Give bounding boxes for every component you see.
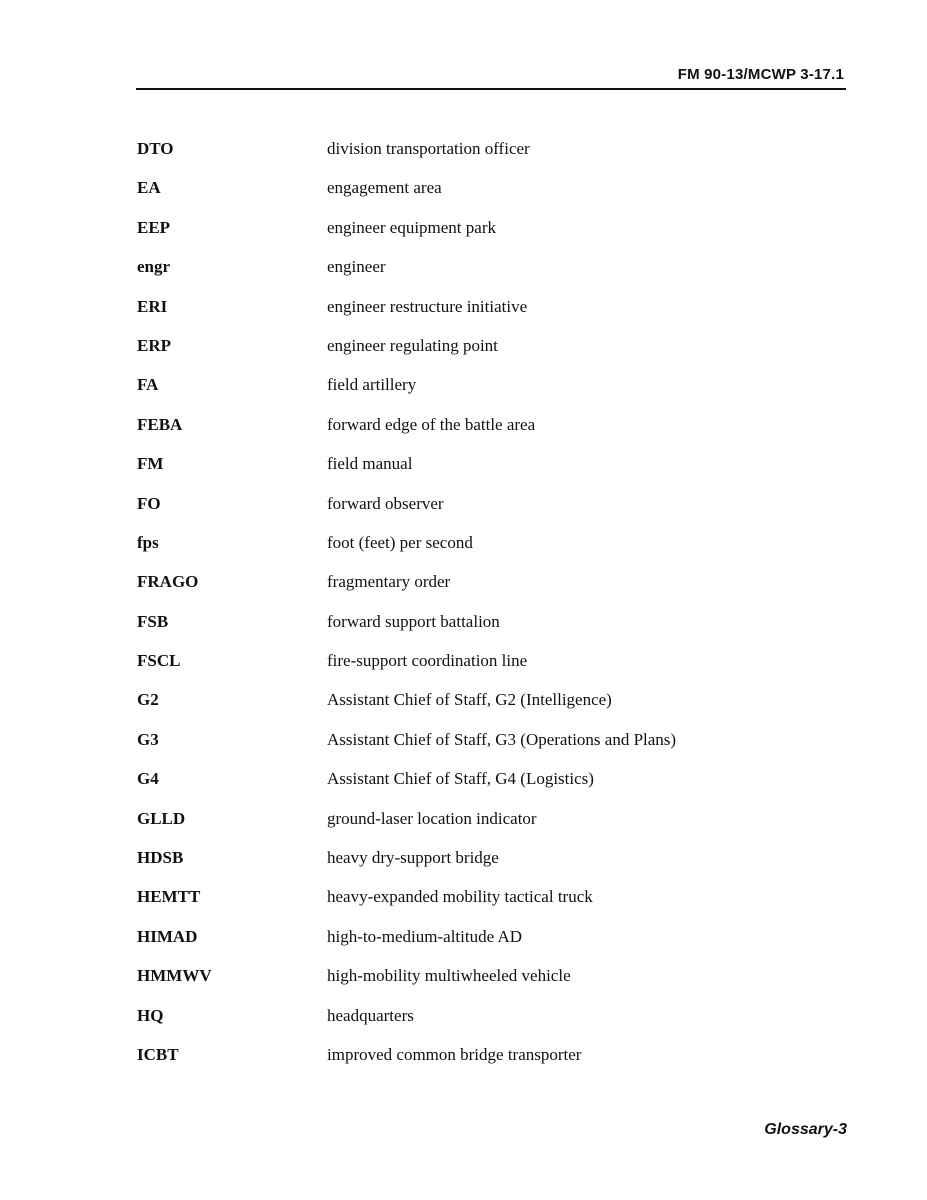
glossary-definition: field artillery <box>327 375 417 395</box>
glossary-entry <box>137 847 837 886</box>
glossary-definition: engineer equipment park <box>327 217 496 237</box>
glossary-definition: improved common bridge transporter <box>327 1044 582 1064</box>
glossary-definition: foot (feet) per second <box>327 532 473 552</box>
glossary-entry <box>137 926 837 965</box>
page-number-label: Glossary-3 <box>764 1121 847 1138</box>
glossary-definition: forward support battalion <box>327 611 500 631</box>
glossary-term: G4 <box>137 769 159 789</box>
glossary-term: EEP <box>137 217 171 237</box>
glossary-entry <box>137 808 837 847</box>
glossary-entry <box>137 374 837 413</box>
document-header-title: FM 90-13/MCWP 3-17.1 <box>677 66 844 83</box>
glossary-entry <box>137 256 837 295</box>
glossary-entry <box>137 217 837 256</box>
glossary-definition: forward observer <box>327 493 444 513</box>
glossary-term: HDSB <box>137 848 184 868</box>
glossary-definition: division transportation officer <box>327 139 530 158</box>
glossary-term: DTO <box>137 139 174 158</box>
glossary-definition: forward edge of the battle area <box>327 414 536 434</box>
glossary-term: FM <box>137 454 164 474</box>
glossary-term: FEBA <box>137 414 183 434</box>
glossary-term: G2 <box>137 690 159 710</box>
glossary-entry <box>137 768 837 807</box>
glossary-term: G3 <box>137 729 159 749</box>
glossary-term: FRAGO <box>137 572 199 592</box>
glossary-definition: engineer <box>327 257 386 277</box>
glossary-entry <box>137 965 837 1004</box>
glossary-term: ERP <box>137 335 171 355</box>
glossary-term: ERI <box>137 296 168 316</box>
header-divider <box>136 88 846 90</box>
glossary-entry <box>137 138 837 177</box>
glossary-term: FA <box>137 375 159 395</box>
glossary-term: ICBT <box>137 1044 179 1064</box>
glossary-entry <box>137 1044 837 1083</box>
glossary-entry <box>137 650 837 689</box>
glossary-term: FSCL <box>137 651 181 671</box>
glossary-term: FSB <box>137 611 169 631</box>
glossary-definition: engagement area <box>327 178 442 198</box>
glossary-term: HMMWV <box>137 966 212 986</box>
glossary-definition: engineer regulating point <box>327 335 498 355</box>
glossary-definition: heavy dry-support bridge <box>327 848 499 868</box>
glossary-entry <box>137 532 837 571</box>
glossary-term: HIMAD <box>137 926 198 946</box>
glossary-definition: fire-support coordination line <box>327 651 528 671</box>
glossary-term: HQ <box>137 1005 164 1025</box>
glossary-definition: heavy-expanded mobility tactical truck <box>327 887 593 907</box>
glossary-definition: engineer restructure initiative <box>327 296 528 316</box>
glossary-definition: Assistant Chief of Staff, G3 (Operations and Plans) <box>327 729 677 749</box>
glossary-entry <box>137 1005 837 1044</box>
glossary-term: GLLD <box>137 808 186 828</box>
glossary-definition: Assistant Chief of Staff, G4 (Logistics) <box>327 769 594 789</box>
glossary-definition: headquarters <box>327 1005 414 1025</box>
glossary-term: FO <box>137 493 161 513</box>
glossary-entry <box>137 335 837 374</box>
glossary-definition: high-to-medium-altitude AD <box>327 926 522 946</box>
glossary-entry <box>137 689 837 728</box>
glossary-entry <box>137 414 837 453</box>
glossary-entry <box>137 296 837 335</box>
glossary-entry <box>137 729 837 768</box>
glossary-definition: Assistant Chief of Staff, G2 (Intelligence) <box>327 690 612 710</box>
glossary-term: HEMTT <box>137 887 201 907</box>
glossary-definition: field manual <box>327 454 413 474</box>
glossary-term: EA <box>137 178 161 198</box>
glossary-term: fps <box>137 532 159 552</box>
glossary-entry <box>137 453 837 492</box>
glossary-entry <box>137 177 837 216</box>
glossary-term: engr <box>137 257 171 277</box>
glossary-entry <box>137 571 837 610</box>
glossary-list <box>137 138 837 1083</box>
glossary-entry <box>137 493 837 532</box>
glossary-definition: high-mobility multiwheeled vehicle <box>327 966 571 986</box>
glossary-entry <box>137 886 837 925</box>
glossary-entry <box>137 611 837 650</box>
glossary-definition: ground-laser location indicator <box>327 808 537 828</box>
glossary-definition: fragmentary order <box>327 572 451 592</box>
